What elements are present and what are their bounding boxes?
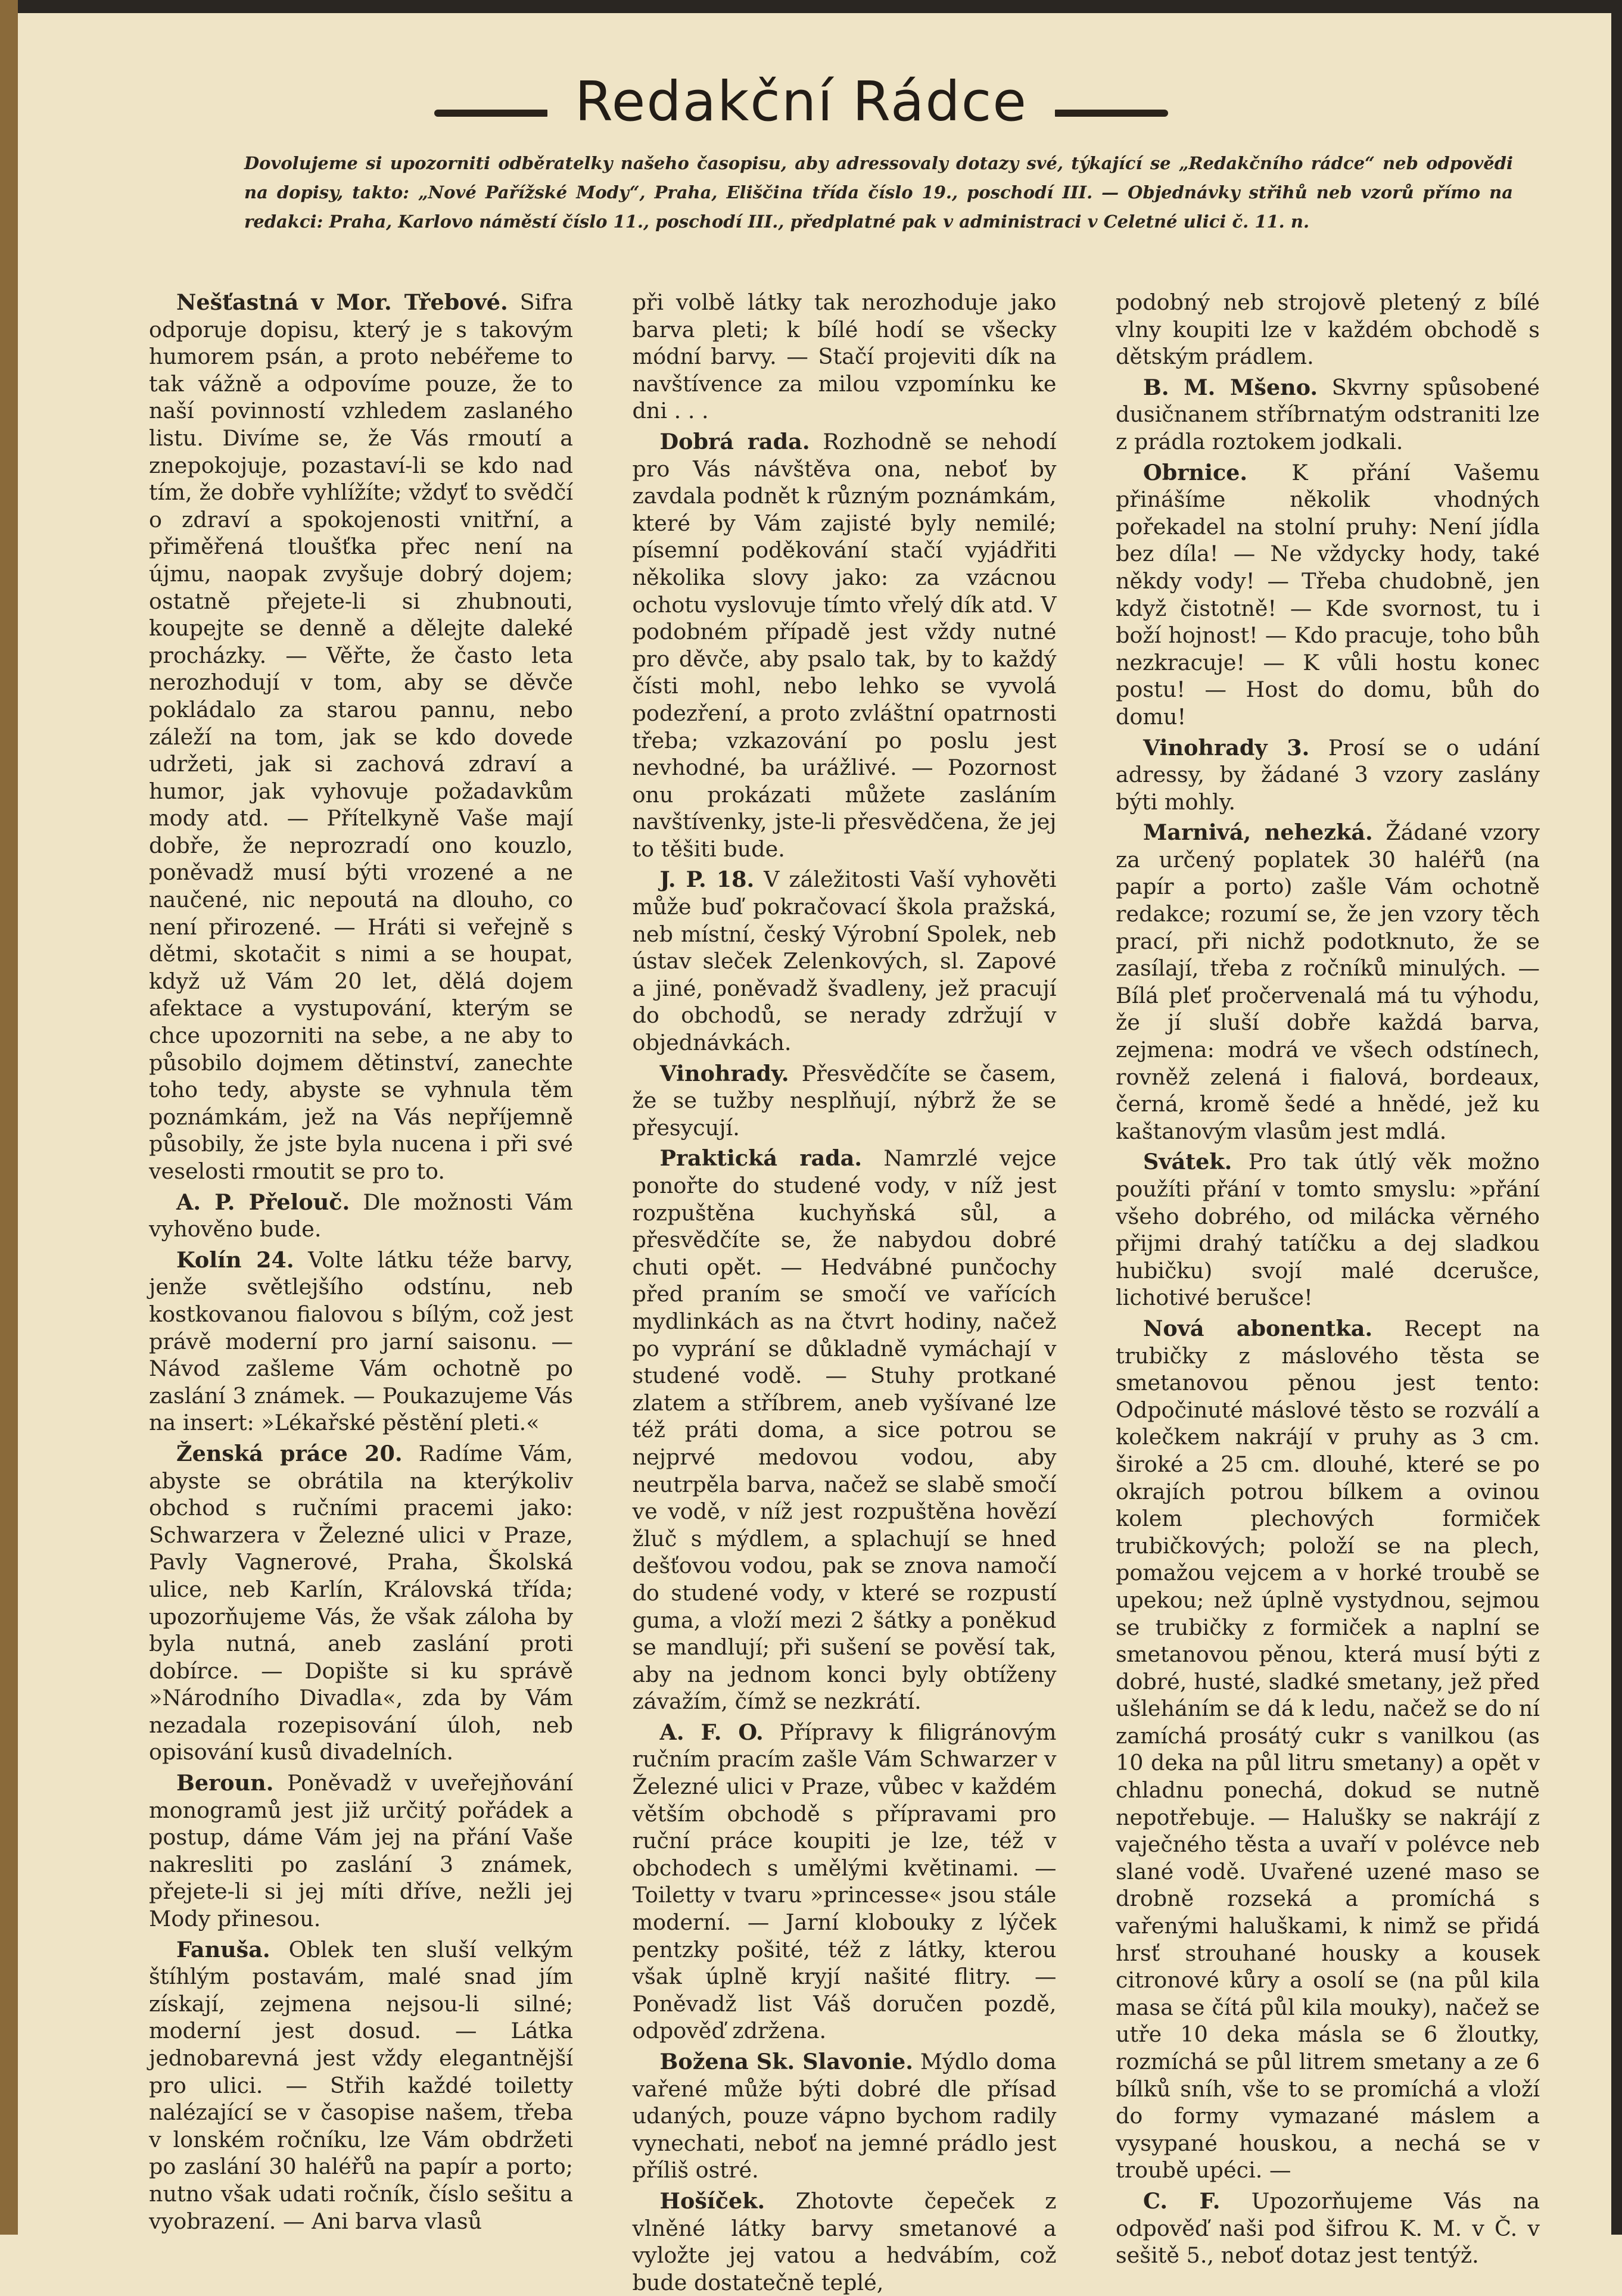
answer-text: Sifra odporuje dopisu, který je s takovým humorem psán, a proto nebéřeme to tak vážně a odpovíme pouze, že to naší povinností vzhledem zaslaného listu. Divíme se, že Vás rmoutí a znepokojuje, pozastaví-li se kdo nad tím, že dobře vyhlížíte; vždyť to svědčí o zdraví a spokojenosti vnitřní, a přiměřená tloušťka přec není na újmu, naopak zvyšuje dobrý dojem; ostatně přejete-li si zhubnouti, koupejte se denně a dělejte daleké procházky. — Věřte, že často leta nerozhodují v tom, aby se děvče pokládalo za starou pannu, nebo záleží na tom, jak se kdo dovede udržeti, jak si zachová zdraví a humor, jak vyhovuje požadavkům mody atd. — Přítelkyně Vaše mají dobře, že neprozradí ono kouzlo, poněvadž musí býti vrozené a ne naučené, nic nepoutá na dlouho, co není přirozené. — Hráti si veřejně s dětmi, skotačit s nimi a se houpat, když už Vám 20 let, dělá dojem afektace a vystupování, kterým se chce upozorniti na sebe, a ne aby to působilo dojmem dětinství, zanechte toho tedy, abyste se vyhnula těm poznámkám, jež na Vás nepříjemně působily, že jste byla nucena i při své veselosti rmoutit se pro to.: [149, 289, 573, 1184]
answer-heading: Božena Sk. Slavonie.: [659, 2049, 913, 2074]
answer-entry: [633, 1060, 1057, 1142]
answer-text: Dle možnosti Vám vyhověno bude.: [149, 1189, 573, 1242]
answer-entry: [1116, 2188, 1540, 2269]
answer-text: Rozhodně se nehodí pro Vás návštěva ona, neboť by zavdala podnět k různým poznámkám, které by Vám zajisté byly nemilé; písemní poděkování stačí vyjádřiti několika slovy jako: za vzácnou ochotu vyslovuje tímto vřelý dík atd. V podobném případě jest vždy nutné pro děvče, aby psalo tak, by to každý čísti mohl, nebo lehko se vyvolá podezření, a proto zvláštní opatrnosti třeba; vzkazování po poslu jest nevhodné, ba urážlivé. — Pozornost onu prokázati můžete zasláním navštívenky, jste-li přesvědčena, že jej to těšiti bude.: [632, 428, 1057, 862]
page-edge-left: [0, 0, 18, 2235]
title-rule-right: [1055, 110, 1168, 117]
answer-text: Pro tak útlý věk možno použíti přání v tomto smyslu: »přání všeho dobrého, od milácka věrného přijmi drahý tatíčku a dej sladkou hubičku) svojí malé dcerušce, lichotivé berušce!: [1116, 1149, 1540, 1311]
answer-text: Volte látku téže barvy, jenže světlejšího odstínu, neb kostkovanou fialovou s bílým, což jest právě moderní pro jarní saisonu. — Návod zašleme Vám ochotně po zaslání 3 známek. — Poukazujeme Vás na insert: »Lékařské pěstění pleti.«: [149, 1247, 573, 1436]
answer-heading: J. P. 18.: [659, 867, 755, 893]
answer-text: Žádané vzory za určený poplatek 30 haléřů (na papír a porto) zašle Vám ochotně redakce; rozumí se, že jen vzory těch prací, při nichž podotknuto, že se zasílají, třeba z ročníků minulých. — Bílá pleť pročervenalá má tu výhodu, že jí sluší dobře každá barva, zejmena: modrá ve všech odstínech, rovněž zelená i fialová, bordeaux, černá, kromě šedé a hnědé, jež ku kaštanovým vlasům jest mdlá.: [1116, 820, 1540, 1144]
answer-text: Recept na trubičky z máslového těsta se smetanovou pěnou jest tento: Odpočinuté máslové těsto se rozválí a kolečkem nakrájí v pruhy as 3 cm. široké a 25 cm. dlouhé, které se po okrajích potrou bílkem a ovinou kolem plechových formiček trubičkových; položí se na plech, pomažou vejcem a v horké troubě se upekou; než úplně vystydnou, sejmou se trubičky z formiček a naplní se smetanovou pěnou, která musí býti z dobré, husté, sladké smetany, jež před ušleháním se dá k ledu, načež se do ní zamíchá prosátý cukr s vanilkou (as 10 deka na půl litru smetany) a opět v chladnu ponechá, dokud se nutně nepotřebuje. — Halušky se nakrájí z vaječného těsta a uvaří v polévce neb slané vodě. Uvařené uzené maso se drobně rozseká a promíchá s vařenými haluškami, k nimž se přidá hrsť strouhané housky a kousek citronové kůry a osolí se (na půl kila masa se čítá půl kila mouky), načež se utře 10 deka másla se 6 žloutky, rozmíchá se půl litrem smetany a ze 6 bílků sníh, vše to se promíchá a vloží do formy vymazané máslem a vysypané houskou, a nechá se v troubě upéci. —: [1116, 1315, 1540, 2183]
answer-text: K přání Vašemu přinášíme několik vhodných pořekadel na stolní pruhy: Není jídla bez díla! — Ne vždycky hody, také někdy vody! — Třeba chudobně, jen když čistotně! — Kde svornost, tu i boží hojnost! — Kdo pracuje, toho bůh nezkracuje! — K vůli hostu konec postu! — Host do domu, bůh do domu!: [1116, 459, 1540, 730]
answer-text: Radíme Vám, abyste se obrátila na kterýkoliv obchod s ručními pracemi jako: Schwarzera v Železné ulici v Praze, Pavly Vagnerové, Praha, Školská ulice, neb Karlín, Královská třída; upozorňujeme Vás, že však záloha by byla nutná, aneb zaslání proti dobírce. — Dopište si ku správě »Národního Divadla«, zda by Vám nezadala rozepisování úloh, neb opisování kusů divadelních.: [149, 1440, 573, 1765]
answer-heading: Praktická rada.: [659, 1145, 863, 1172]
answer-entry: [633, 866, 1057, 1056]
answer-entry: [633, 1145, 1057, 1715]
answer-heading: Fanuša.: [176, 1936, 270, 1962]
answer-heading: B. M. Mšeno.: [1143, 374, 1318, 400]
answer-text: Prosí se o udání adressy, by žádané 3 vzory zaslány býti mohly.: [1116, 734, 1540, 815]
answer-entry: [633, 2188, 1057, 2296]
answer-text: Oblek ten sluší velkým štíhlým postavám, malé snad jím získají, zejmena nejsou-li silné; moderní jest dosud. — Látka jednobarevná jest vždy elegantnější pro ulici. — Střih každé toiletty nalézající se v časopise našem, třeba v lonském ročníku, lze Vám obdržeti po zaslání 30 haléřů na papír a porto; nutno však udati ročník, číslo sešitu a vyobrazení. — Ani barva vlasů: [149, 1936, 573, 2234]
answer-heading: A. P. Přelouč.: [176, 1189, 350, 1215]
answer-heading: Kolín 24.: [176, 1247, 294, 1273]
answer-heading: Vinohrady 3.: [1143, 734, 1310, 761]
answer-text: Přesvědčíte se časem, že se tužby nesplňují, nýbrž že se přesycují.: [632, 1060, 1057, 1141]
page-title: Redakční Rádce: [574, 69, 1028, 133]
column-1: [149, 289, 573, 2234]
answer-entry: [633, 428, 1057, 863]
answer-text: při volbě látky tak nerozhoduje jako barva pleti; k bílé hodí se všecky módní barvy. — Stačí projeviti dík na navštívence za milou vzpomínku ke dni . . .: [632, 289, 1057, 424]
column-3: [1116, 289, 1540, 2269]
answer-text: Skvrny spůsobené dusičnanem stříbrnatým odstraniti lze z prádla roztokem jodkali.: [1116, 374, 1540, 454]
answer-heading: Ženská práce 20.: [176, 1440, 403, 1466]
answer-entry: [1116, 374, 1540, 456]
editorial-notice: Dovolujeme si upozorniti odběratelky našeho časopisu, aby adressovaly dotazy své, týkající se „Redakčního rádce“ neb odpovědi na dopisy, takto: „Nové Pařížské Mody“, Praha, Eliščina třída číslo 19., poschodí III. — Objednávky střihů neb vzorů přímo na redakci: Praha, Karlovo náměstí číslo 11., poschodí III., předplatné pak v administraci v Celetné ulici č. 11. n.: [244, 153, 1513, 232]
answer-text: Upozorňujeme Vás na odpověď naši pod šifrou K. M. v Č. v sešitě 5., neboť dotaz jest tentýž.: [1116, 2188, 1540, 2269]
answer-entry: [149, 1247, 573, 1437]
answer-heading: A. F. O.: [659, 1719, 764, 1745]
title-row: [66, 68, 1537, 134]
answer-text: V záležitosti Vaší vyhověti může buď pokračovací škola pražská, neb místní, český Výrobní Spolek, neb ústav sleček Zelenkových, sl. Zapové a jiné, poněvadž švadleny, jež pracují do obchodů, se nerady zdržují v objednávkách.: [632, 867, 1057, 1056]
answer-heading: Obrnice.: [1143, 459, 1248, 485]
answer-heading: C. F.: [1143, 2188, 1221, 2214]
answer-entry: [149, 1769, 573, 1933]
answer-entry: [1116, 1315, 1540, 2184]
page-edge-right: [1611, 0, 1622, 2235]
answer-heading: Dobrá rada.: [659, 428, 810, 454]
answer-heading: Vinohrady.: [659, 1060, 789, 1086]
answer-entry: [149, 289, 573, 1185]
answer-text: Namrzlé vejce ponořte do studené vody, v níž jest rozpuštěna kuchyňská sůl, a přesvědčíte se, že nabydou dobré chuti opět. — Hedvábné punčochy před praním se smočí ve vařících mydlinkách as na čtvrt hodiny, načež po vyprání se důkladně vymáchají v studené vodě. — Stuhy protkané zlatem a stříbrem, aneb vyšívané lze též práti doma, a sice potrou se nejprvé medovou vodou, aby neutrpěla barva, načež se slabě smočí ve vodě, v níž jest rozpuštěna hovězí žluč s mýdlem, a splachují se hned dešťovou vodou, pak se znova namočí do studené vody, v které se rozpustí guma, a vloží mezi 2 šátky a poněkud se mandlují; při sušení se pověsí tak, aby na jednom konci byly obtíženy závažím, čímž se nezkrátí.: [632, 1145, 1057, 1715]
answer-text: Přípravy k filigránovým ručním pracím zašle Vám Schwarzer v Železné ulici v Praze, vůbec v každém větším obchodě s přípravami pro ruční práce koupiti je lze, též v obchodech s umělými květinami. — Toiletty v tvaru »princesse« jsou stále moderní. — Jarní klobouky z lýček pentzky pošité, též z látky, kterou však úplně kryjí našité flitry. — Poněvadž list Váš doručen pozdě, odpověď zdržena.: [632, 1719, 1057, 2044]
answer-entry: [633, 1719, 1057, 2045]
answer-entry: [149, 1189, 573, 1243]
answer-text: podobný neb strojově pletený z bílé vlny koupiti lze v každém obchodě s dětským prádlem.: [1116, 289, 1540, 370]
answer-text: Poněvadž v uveřejňování monogramů jest již určitý pořádek a postup, dáme Vám jej na přání Vaše nakresliti po zaslání 3 známek, přejete-li si jej míti dříve, nežli jej Mody přinesou.: [149, 1770, 573, 1932]
answer-heading: Beroun.: [176, 1770, 274, 1796]
title-rule-left: [434, 110, 547, 117]
answer-entry: [633, 289, 1057, 425]
answer-entry: [149, 1440, 573, 1766]
column-2: [632, 289, 1057, 2295]
answer-entry: [633, 2048, 1057, 2184]
answer-entry: [1116, 459, 1540, 731]
answer-heading: Nová abonentka.: [1143, 1315, 1373, 1341]
answer-heading: Svátek.: [1143, 1149, 1232, 1175]
columns: [149, 289, 1540, 2295]
answer-text: Mýdlo doma vařené může býti dobré dle přísad udaných, pouze vápno bychom radily vynechati, neboť na jemné prádlo jest příliš ostré.: [632, 2049, 1057, 2183]
answer-entry: [149, 1936, 573, 2235]
answer-entry: [1116, 734, 1540, 816]
answer-entry: [1116, 1148, 1540, 1311]
answer-entry: [1116, 289, 1540, 370]
answer-heading: Marnivá, nehezká.: [1143, 820, 1373, 846]
answer-text: Zhotovte čepeček z vlněné látky barvy smetanové a vyložte jej vatou a hedvábím, což bude dostatečně teplé,: [632, 2188, 1057, 2295]
answer-entry: [1116, 819, 1540, 1145]
magazine-page: [66, 0, 1540, 2295]
answer-heading: Hošíček.: [659, 2188, 765, 2214]
answer-heading: Nešťastná v Mor. Třebové.: [176, 289, 508, 315]
